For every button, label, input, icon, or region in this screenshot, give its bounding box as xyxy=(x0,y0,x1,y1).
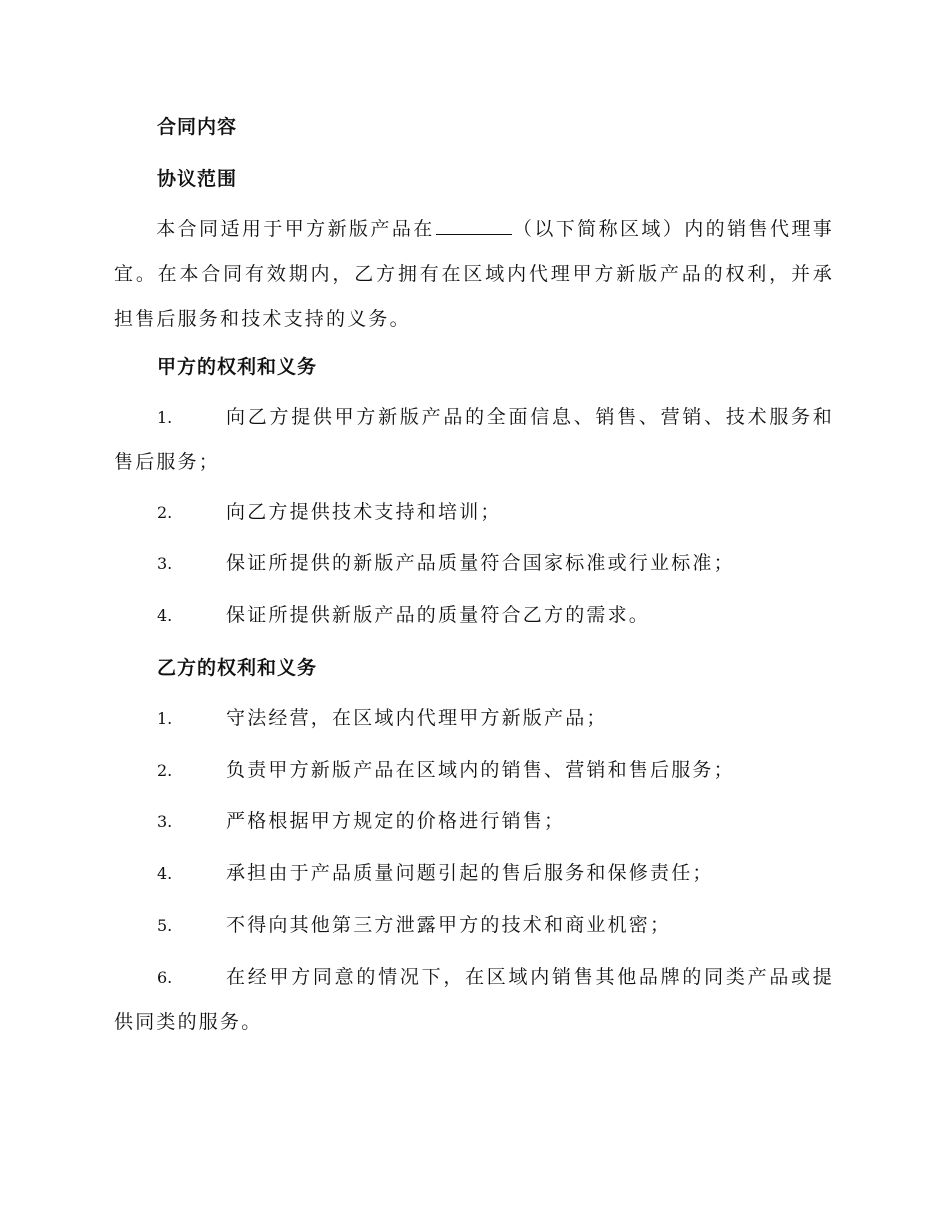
list-text: 保证所提供的新版产品质量符合国家标准或行业标准； xyxy=(226,552,735,574)
list-item-party-a-2 xyxy=(114,490,834,535)
list-number: 2. xyxy=(157,503,173,522)
list-item-party-b-1 xyxy=(114,696,834,741)
list-number: 3. xyxy=(157,812,173,831)
scope-text-after-blank: （以下简称区域）内的销售代理事宜。在本合同有效期内，乙方拥有在区域内代理甲方新版产品的权利，并承担售后服务和技术支持的义务。 xyxy=(114,218,834,330)
heading-contract-content: 合同内容 xyxy=(157,116,238,138)
list-text: 承担由于产品质量问题引起的售后服务和保修责任； xyxy=(226,862,714,884)
list-number: 5. xyxy=(157,916,173,935)
list-item-party-b-2 xyxy=(114,748,834,793)
list-number: 2. xyxy=(157,761,173,780)
list-item-party-b-4 xyxy=(114,851,834,896)
list-number: 1. xyxy=(157,709,173,728)
list-number: 1. xyxy=(157,408,173,427)
heading-scope: 协议范围 xyxy=(157,168,238,190)
list-text: 向乙方提供技术支持和培训； xyxy=(226,501,502,523)
scope-paragraph xyxy=(114,207,834,342)
list-item-party-b-5 xyxy=(114,903,834,948)
list-item-party-a-1 xyxy=(114,395,834,485)
list-number: 3. xyxy=(157,554,173,573)
list-text: 保证所提供新版产品的质量符合乙方的需求。 xyxy=(226,604,651,626)
list-item-party-b-3 xyxy=(114,799,834,844)
list-number: 6. xyxy=(157,968,173,987)
list-number: 4. xyxy=(157,864,173,883)
list-text: 负责甲方新版产品在区域内的销售、营销和售后服务； xyxy=(226,759,735,781)
list-item-party-b-6 xyxy=(114,955,834,1045)
list-text: 向乙方提供甲方新版产品的全面信息、销售、营销、技术服务和售后服务； xyxy=(114,406,834,473)
list-item-party-a-3 xyxy=(114,541,834,586)
list-text: 不得向其他第三方泄露甲方的技术和商业机密； xyxy=(226,914,672,936)
scope-text-before-blank: 本合同适用于甲方新版产品在 xyxy=(156,218,435,240)
list-item-party-a-4 xyxy=(114,593,834,638)
list-text: 守法经营，在区域内代理甲方新版产品； xyxy=(226,707,608,729)
heading-party-a: 甲方的权利和义务 xyxy=(157,356,318,378)
heading-party-b: 乙方的权利和义务 xyxy=(157,657,318,679)
list-text: 在经甲方同意的情况下，在区域内销售其他品牌的同类产品或提供同类的服务。 xyxy=(114,966,834,1033)
list-number: 4. xyxy=(157,606,173,625)
list-text: 严格根据甲方规定的价格进行销售； xyxy=(226,810,566,832)
region-blank-line xyxy=(436,216,512,235)
